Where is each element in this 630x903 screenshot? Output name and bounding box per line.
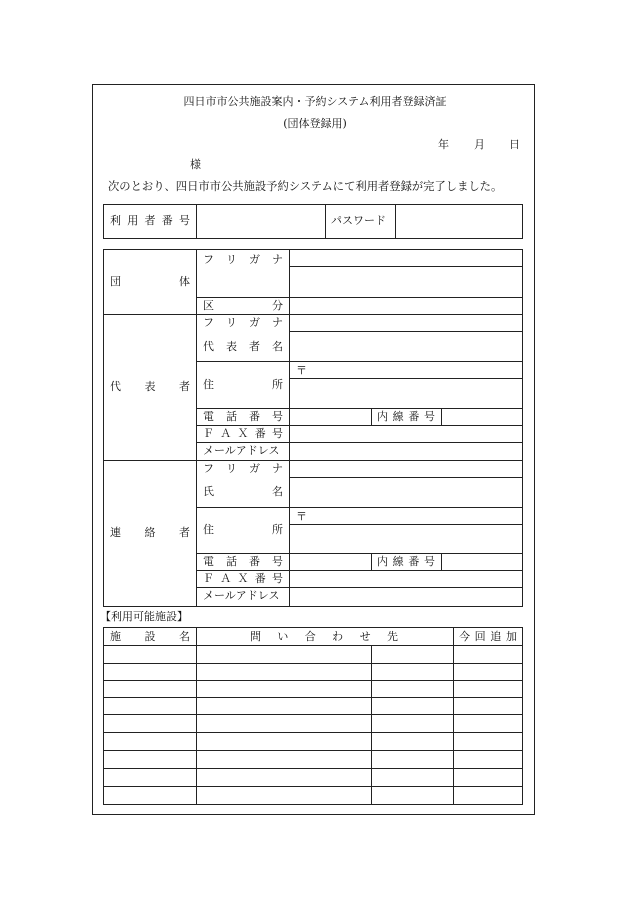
contact-fax-value[interactable] <box>290 571 522 587</box>
rep-email-label: メールアドレス <box>203 444 280 457</box>
rep-postal-mark: 〒 <box>296 364 307 377</box>
contact-email-label: メールアドレス <box>203 589 280 602</box>
rep-address-value[interactable] <box>290 379 522 408</box>
contact-extension-value[interactable] <box>442 554 522 570</box>
rep-fax-value[interactable] <box>290 426 522 442</box>
group-category-label: 区 分 <box>203 299 283 312</box>
contact-address-label: 住 所 <box>203 523 283 536</box>
group-name-value[interactable] <box>290 267 522 297</box>
password-label: パスワード <box>331 214 386 227</box>
newly-added-header: 今 回 追 加 <box>459 630 517 643</box>
rep-address-label: 住 所 <box>203 378 283 391</box>
rep-email-value[interactable] <box>290 443 522 460</box>
rep-name-value[interactable] <box>290 332 522 361</box>
rep-extension-value[interactable] <box>442 409 522 425</box>
contact-info-header: 問 い 合 わ せ 先 <box>250 630 398 643</box>
contact-furigana-label: フ リ ガ ナ <box>203 462 283 475</box>
contact-name-label: 氏 名 <box>203 485 283 498</box>
contact-fax-label: Ｆ Ａ Ｘ 番 号 <box>203 572 283 585</box>
password-value[interactable] <box>396 205 522 238</box>
rep-phone-value[interactable] <box>290 409 371 425</box>
facilities-table <box>103 627 523 805</box>
rep-fax-label: Ｆ Ａ Ｘ 番 号 <box>203 427 283 440</box>
rep-furigana-value[interactable] <box>290 315 522 331</box>
contact-email-value[interactable] <box>290 588 522 606</box>
contact-phone-value[interactable] <box>290 554 371 570</box>
user-number-label: 利 用 者 番 号 <box>110 214 190 227</box>
contact-address-value[interactable] <box>290 525 522 553</box>
rep-extension-label: 内 線 番 号 <box>377 410 435 423</box>
group-furigana-label: フ リ ガ ナ <box>203 253 283 266</box>
rep-phone-label: 電 話 番 号 <box>203 410 283 423</box>
group-furigana-value[interactable] <box>290 250 522 266</box>
user-number-value[interactable] <box>197 205 324 238</box>
document-subtitle: (団体登録用) <box>283 117 347 130</box>
honorific-label: 様 <box>190 158 201 171</box>
representative-section-label: 代 表 者 <box>110 380 190 393</box>
group-category-value[interactable] <box>290 298 522 314</box>
date-month-label: 月 <box>474 138 485 151</box>
date-year-label: 年 <box>438 138 449 151</box>
facilities-heading: 【利用可能施設】 <box>100 610 188 623</box>
date-day-label: 日 <box>509 138 520 151</box>
contact-extension-label: 内 線 番 号 <box>377 555 435 568</box>
contact-section-label: 連 絡 者 <box>110 526 190 539</box>
rep-name-label: 代 表 者 名 <box>203 340 283 353</box>
contact-furigana-value[interactable] <box>290 461 522 477</box>
contact-postal-mark: 〒 <box>296 510 307 523</box>
rep-furigana-label: フ リ ガ ナ <box>203 316 283 329</box>
group-section-label: 団 体 <box>110 275 190 288</box>
completion-notice: 次のとおり、四日市市公共施設予約システムにて利用者登録が完了しました。 <box>108 180 503 193</box>
contact-name-value[interactable] <box>290 478 522 507</box>
contact-phone-label: 電 話 番 号 <box>203 555 283 568</box>
facility-name-header: 施 設 名 <box>110 630 190 643</box>
document-title: 四日市市公共施設案内・予約システム利用者登録済証 <box>183 95 447 108</box>
